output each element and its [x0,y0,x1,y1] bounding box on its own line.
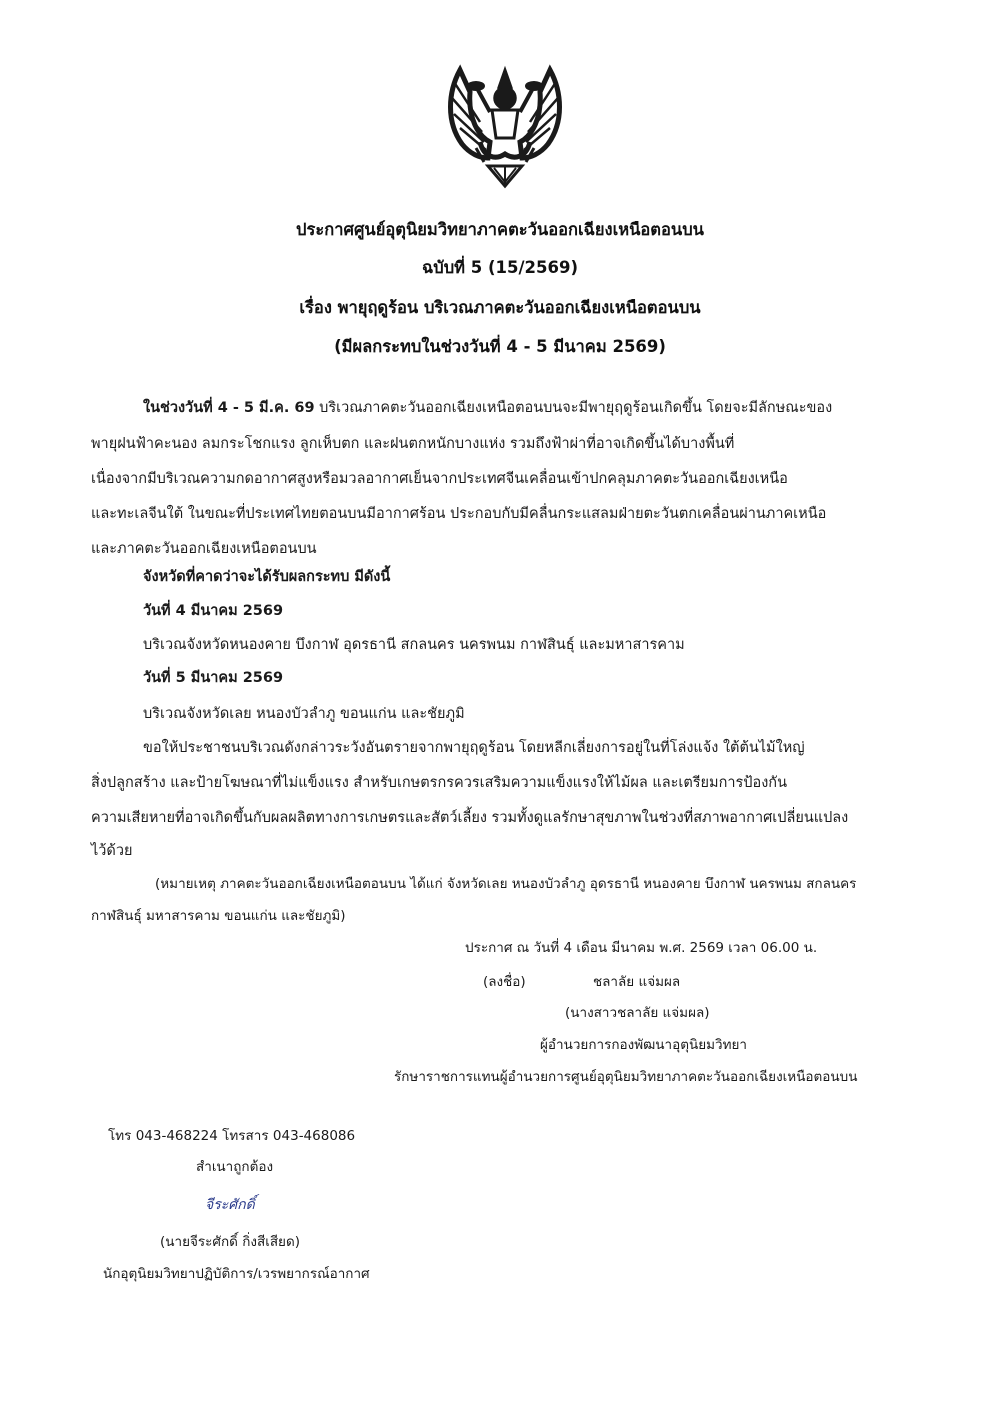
announcement-date: ประกาศ ณ วันที่ 4 เดือน มีนาคม พ.ศ. 2569 เวลา 06.00 น. [465,940,818,956]
intro-line-1: ในช่วงวันที่ 4 - 5 มี.ค. 69 บริเวณภาคตะวันออกเฉียงเหนือตอนบนจะมีพายุฤดูร้อนเกิดขึ้น โดยจะมีลักษณะของ [143,400,833,416]
garuda-emblem-icon [440,62,570,192]
certifier-name: (นายจีระศักดิ์ กิ่งสีเสียด) [160,1234,301,1250]
signatory-position: ผู้อำนวยการกองพัฒนาอุตุนิยมวิทยา [540,1037,747,1053]
document-title: ประกาศศูนย์อุตุนิยมวิทยาภาคตะวันออกเฉียงเหนือตอนบน [296,220,704,239]
intro-line-4: และทะเลจีนใต้ ในขณะที่ประเทศไทยตอนบนมีอากาศร้อน ประกอบกับมีคลื่นกระแสลมฝ่ายตะวันตกเคลื่อนผ่านภาคเหนือ [91,506,827,522]
advice-line-3: ความเสียหายที่อาจเกิดขึ้นกับผลผลิตทางการเกษตรและสัตว์เลี้ยง รวมทั้งดูแลรักษาสุขภาพในช่วงที่สภาพอากาศเปลี่ยนแปลง [91,810,849,826]
day-1-areas: บริเวณจังหวัดหนองคาย บึงกาฬ อุดรธานี สกลนคร นครพนม กาฬสินธุ์ และมหาสารคาม [143,637,685,653]
certifier-position: นักอุตุนิยมวิทยาปฏิบัติการ/เวรพยากรณ์อากาศ [103,1266,370,1282]
effective-period: (มีผลกระทบในช่วงวันที่ 4 - 5 มีนาคม 2569) [334,337,666,356]
signatory-full-name: (นางสาวชลาลัย แจ่มผล) [565,1005,710,1021]
intro-line-2: พายุฝนฟ้าคะนอง ลมกระโชกแรง ลูกเห็บตก และฝนตกหนักบางแห่ง รวมถึงฟ้าผ่าที่อาจเกิดขึ้นได้บางพื้นที่ [91,436,735,452]
signature-label: (ลงชื่อ) [483,974,526,990]
day-2-areas: บริเวณจังหวัดเลย หนองบัวลำภู ขอนแก่น และชัยภูมิ [143,706,465,722]
issue-number: ฉบับที่ 5 (15/2569) [421,258,579,277]
advice-line-1: ขอให้ประชาชนบริเวณดังกล่าวระวังอันตรายจากพายุฤดูร้อน โดยหลีกเลี่ยงการอยู่ในที่โล่งแจ้ง ใต้ต้นไม้ใหญ่ [143,740,805,756]
contact-info: โทร 043-468224 โทรสาร 043-468086 [108,1128,356,1144]
advice-line-2: สิ่งปลูกสร้าง และป้ายโฆษณาที่ไม่แข็งแรง สำหรับเกษตรกรควรเสริมความแข็งแรงให้ไม้ผล และเตรียมการป้องกัน [91,775,787,791]
advice-line-4: ไว้ด้วย [91,843,133,859]
note-line-2: กาฬสินธุ์ มหาสารคาม ขอนแก่น และชัยภูมิ) [91,908,346,924]
intro-line-5: และภาคตะวันออกเฉียงเหนือตอนบน [91,541,317,557]
signatory-acting-position: รักษาราชการแทนผู้อำนวยการศูนย์อุตุนิยมวิทยาภาคตะวันออกเฉียงเหนือตอนบน [394,1069,858,1085]
intro-line-3: เนื่องจากมีบริเวณความกดอากาศสูงหรือมวลอากาศเย็นจากประเทศจีนเคลื่อนเข้าปกคลุมภาคตะวันออกเฉียงเหนือ [91,471,788,487]
affected-heading: จังหวัดที่คาดว่าจะได้รับผลกระทบ มีดังนี้ [143,569,391,585]
subject: เรื่อง พายุฤดูร้อน บริเวณภาคตะวันออกเฉียงเหนือตอนบน [299,298,701,317]
signed-name: ชลาลัย แจ่มผล [593,974,681,990]
intro-date: ในช่วงวันที่ 4 - 5 มี.ค. 69 [143,400,315,416]
day-2-date: วันที่ 5 มีนาคม 2569 [143,670,284,686]
note-line-1: (หมายเหตุ ภาคตะวันออกเฉียงเหนือตอนบน ได้แก่ จังหวัดเลย หนองบัวลำภู อุดรธานี หนองคาย บึงกาฬ นครพนม สกลนคร [155,876,857,892]
handwritten-signature: จีระศักดิ์ [205,1197,255,1213]
day-1-date: วันที่ 4 มีนาคม 2569 [143,603,284,619]
certified-copy-label: สำเนาถูกต้อง [196,1159,274,1175]
